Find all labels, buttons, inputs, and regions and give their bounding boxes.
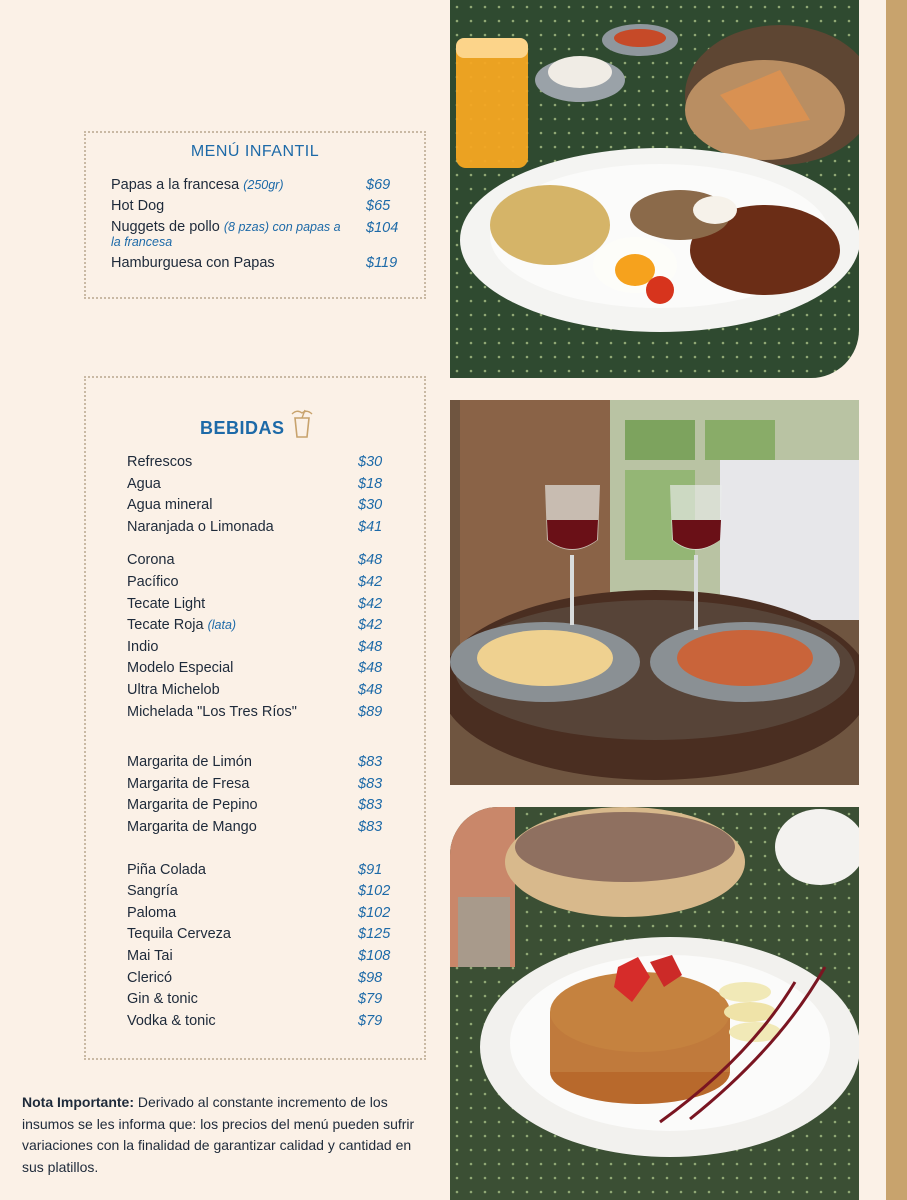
menu-item-price: $102 [358,904,391,921]
important-note [22,1092,427,1178]
menu-item [127,819,257,836]
gold-side-strip [886,0,907,1200]
menu-item-price: $65 [366,198,391,214]
menu-item-name: Margarita de Pepino [127,797,258,814]
menu-item-name: Tequila Cerveza [127,926,231,943]
menu-item-price: $98 [358,969,383,986]
menu-item [127,948,173,965]
menu-item-name: Nuggets de pollo [111,219,220,235]
menu-item-price: $79 [358,991,383,1008]
menu-item [127,883,178,900]
menu-item-price: $83 [358,775,383,792]
menu-item-price: $42 [358,617,383,634]
bebidas-box [84,376,426,1060]
drink-cup-icon [290,408,314,438]
menu-item [111,198,164,215]
menu-item [127,596,205,613]
menu-item [127,905,176,922]
menu-item-name: Gin & tonic [127,991,198,1008]
menu-item [127,704,297,721]
menu-item [127,970,172,987]
menu-item [127,497,212,514]
menu-item [127,862,206,879]
menu-item [127,639,158,656]
menu-item-note: (250gr) [243,178,284,192]
menu-item-price: $83 [358,819,383,835]
menu-item-name: Sangría [127,883,178,900]
menu-item [127,754,252,771]
menu-item [111,220,361,250]
menu-item [127,991,198,1008]
menu-item [127,552,175,569]
bebidas-title: BEBIDAS [200,418,285,438]
menu-item-name: Hot Dog [111,198,165,214]
pasta-wine-photo [450,400,859,785]
menu-item-price: $104 [366,220,399,236]
menu-item-name: Clericó [127,969,173,986]
note-text: Derivado al constante incremento de los insumos se les informa que: los precios del menú pueden sufrir variaciones con la finalidad de garantizar calidad y cantidad en sus platillos. [22,1094,415,1175]
menu-item-price: $48 [358,682,383,698]
menu-item-price: $41 [358,518,383,535]
menu-item-name: Corona [127,552,175,569]
menu-item-name: Pacífico [127,574,179,590]
menu-item [127,574,179,591]
menu-item-name: Ultra Michelob [127,682,220,698]
menu-item [127,617,236,634]
menu-item-price: $83 [358,797,383,814]
menu-item-name: Michelada "Los Tres Ríos" [127,703,297,720]
menu-item-note-continued: la francesa [111,235,173,249]
menu-item-name: Tecate Roja [127,617,204,634]
menu-item-name: Vodka & tonic [127,1012,216,1029]
menu-item-price: $91 [358,861,383,878]
menu-item-name: Hamburguesa con Papas [111,255,275,271]
menu-item-name: Mai Tai [127,948,173,964]
menu-item [127,1013,216,1030]
menu-infantil-title: MENÚ INFANTIL [190,143,320,160]
menu-item [127,519,274,536]
menu-item-name: Margarita de Mango [127,819,257,835]
menu-item-name: Margarita de Fresa [127,775,250,792]
menu-item [127,926,231,943]
menu-item-name: Piña Colada [127,861,206,878]
pancakes-photo [450,807,859,1200]
menu-item-note: (8 pzas) con papas a [223,220,341,234]
menu-item-price: $48 [358,552,383,569]
menu-item-name: Papas a la francesa [111,177,240,193]
menu-item-price: $83 [358,754,383,771]
menu-item-price: $125 [358,926,391,943]
menu-item [111,255,275,272]
menu-item [127,476,161,493]
menu-item-name: Paloma [127,904,177,921]
menu-item-name: Agua [127,475,161,492]
menu-item-name: Tecate Light [127,595,206,612]
menu-item-name: Naranjada o Limonada [127,518,274,535]
menu-item-price: $42 [358,595,383,612]
menu-item-name: Modelo Especial [127,660,234,677]
menu-item [127,797,258,814]
menu-item [127,660,233,677]
note-label: Nota Importante: [22,1094,134,1110]
menu-item-price: $69 [366,177,391,193]
menu-item-price: $48 [358,638,383,655]
menu-item-price: $30 [358,497,383,514]
menu-item-price: $89 [358,703,383,720]
menu-item-price: $42 [358,574,383,590]
menu-item-name: Indio [127,638,159,655]
menu-infantil-box [84,131,426,299]
menu-item-price: $102 [358,883,391,900]
menu-item-price: $108 [358,948,391,964]
menu-item-price: $30 [358,454,383,470]
breakfast-plate-photo [450,0,859,378]
menu-item-note: (lata) [207,618,237,633]
menu-item-price: $79 [358,1012,383,1029]
menu-item-name: Agua mineral [127,497,213,514]
menu-item-name: Margarita de Limón [127,754,252,771]
menu-item-name: Refrescos [127,454,193,470]
menu-item-price: $119 [366,255,398,271]
menu-item [127,776,250,793]
menu-item [127,682,220,699]
menu-item-price: $48 [358,660,383,677]
menu-item-price: $18 [358,475,383,492]
menu-item [111,177,284,194]
menu-item [127,454,192,471]
